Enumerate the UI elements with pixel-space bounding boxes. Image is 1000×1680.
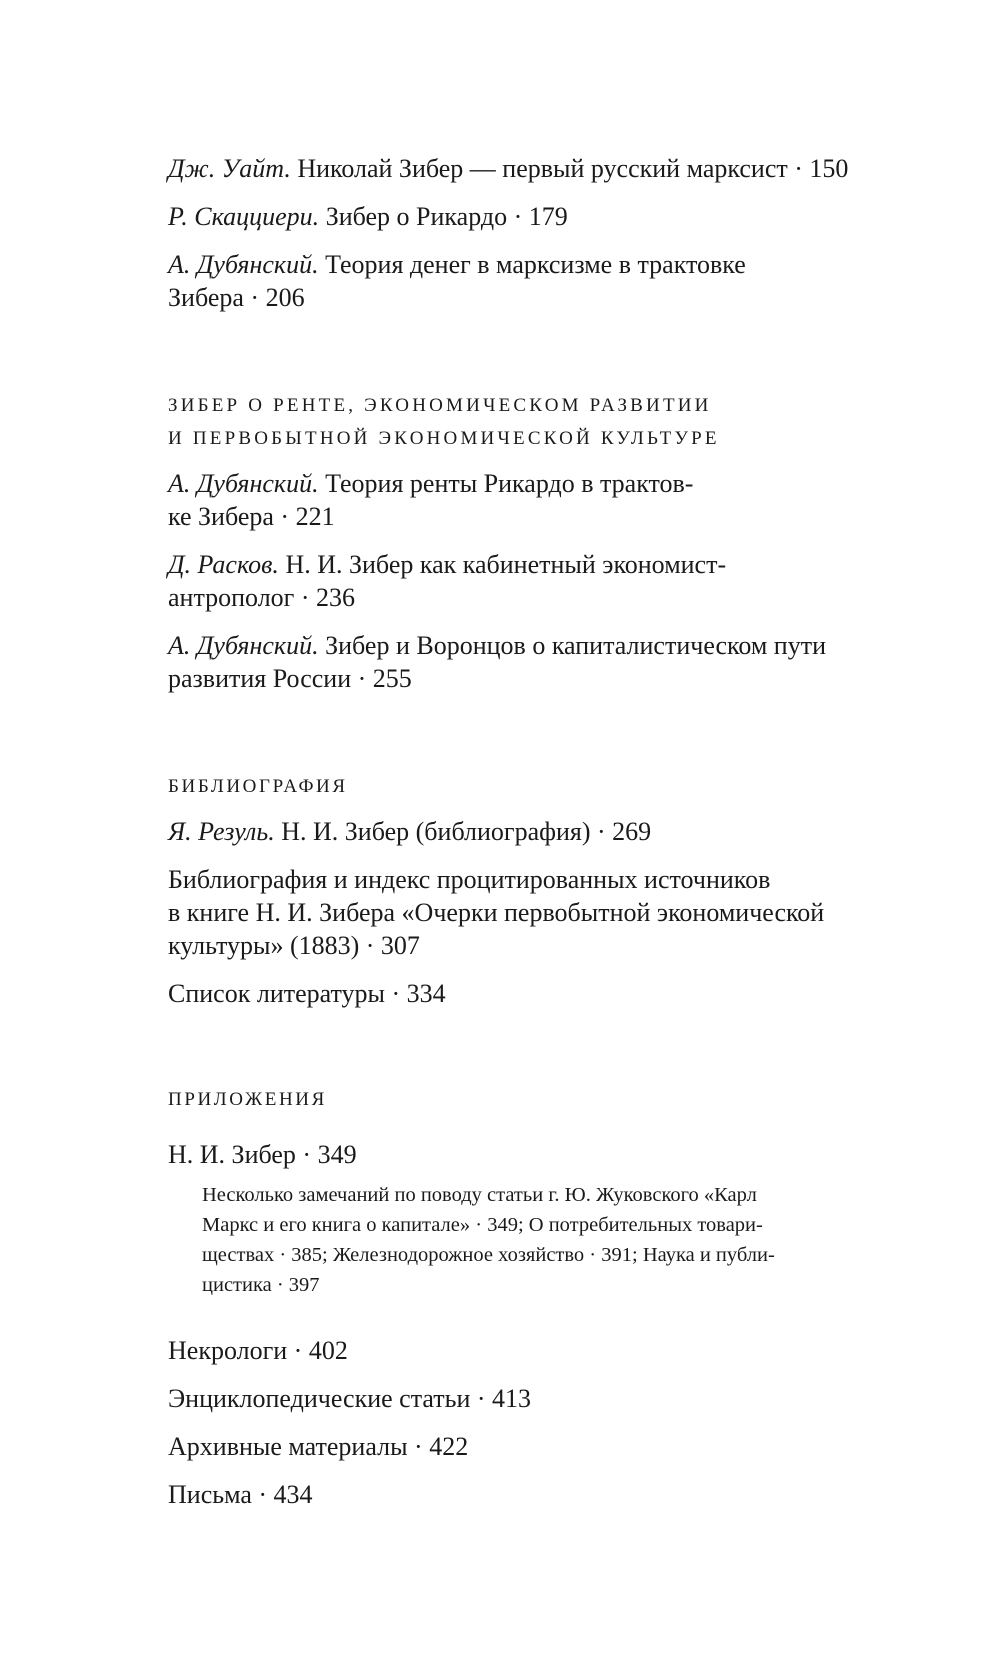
entry-title-cont: ке Зибера · 221 [168, 502, 335, 531]
entry-title: Письма · 434 [168, 1480, 313, 1509]
entry-author: Д. Расков. [168, 550, 279, 579]
entry-title-cont: культуры» (1883) · 307 [168, 931, 420, 960]
toc-entry-dubyansky-rent [168, 467, 908, 533]
toc-entry-encyclopedia [168, 1382, 908, 1415]
toc-entry-letters [168, 1478, 908, 1511]
toc-entry-sieber-works [168, 1138, 908, 1171]
toc-entry-dubyansky-vorontsov [168, 629, 908, 695]
section-heading: ПРИЛОЖЕНИЯ [168, 1089, 327, 1110]
entry-author: А. Дубянский. [168, 631, 319, 660]
toc-entry-obituaries [168, 1334, 908, 1367]
entry-title: Зибер и Воронцов о капиталистическом пути [318, 631, 826, 660]
entry-title: Теория денег в марксизме в трактовке [318, 250, 746, 279]
sub-entry-line: цистика · 397 [202, 1274, 320, 1296]
toc-section-appendices [168, 1083, 908, 1511]
entry-title-cont: развития России · 255 [168, 664, 412, 693]
entry-title: Зибер о Рикардо · 179 [319, 202, 568, 231]
section-heading-line: ЗИБЕР О РЕНТЕ, ЭКОНОМИЧЕСКОМ РАЗВИТИИ [168, 395, 712, 416]
entry-title: Библиография и индекс процитированных источников [168, 865, 771, 894]
entry-author: Я. Резуль. [168, 817, 275, 846]
entry-author: Дж. Уайт. [168, 154, 291, 183]
toc-entry-bibliography-index [168, 863, 908, 962]
entry-title: Н. И. Зибер (библиография) · 269 [274, 817, 652, 846]
entry-title: Николай Зибер — первый русский марксист · 150 [290, 154, 849, 183]
entry-author: Р. Скацциери. [168, 202, 320, 231]
toc-section-continuation [168, 152, 908, 314]
toc-entry-archives [168, 1430, 908, 1463]
entry-title: Некрологи · 402 [168, 1336, 348, 1365]
entry-title-cont: антрополог · 236 [168, 583, 356, 612]
entry-title-cont: Зибера · 206 [168, 283, 305, 312]
entry-title: Теория ренты Рикардо в трактов- [318, 469, 694, 498]
sub-entry-line: Маркс и его книга о капитале» · 349; О потребительных товари- [202, 1214, 763, 1236]
entry-title: Н. И. Зибер · 349 [168, 1140, 357, 1169]
entry-title: Энциклопедические статьи · 413 [168, 1384, 532, 1413]
section-heading: БИБЛИОГРАФИЯ [168, 776, 348, 797]
toc-entry-dubyansky-money [168, 248, 908, 314]
toc-section-bibliography [168, 770, 908, 1010]
toc-entry-raskov [168, 548, 908, 614]
section-heading-line: И ПЕРВОБЫТНОЙ ЭКОНОМИЧЕСКОЙ КУЛЬТУРЕ [168, 428, 720, 449]
toc-entry-rezul [168, 815, 908, 848]
toc-entry-white [168, 152, 908, 185]
entry-author: А. Дубянский. [168, 469, 319, 498]
entry-title: Архивные материалы · 422 [168, 1432, 469, 1461]
sub-entry-line: Несколько замечаний по поводу статьи г. Ю. Жуковского «Карл [202, 1184, 757, 1206]
entry-title-cont: в книге Н. И. Зибера «Очерки первобытной экономической [168, 898, 825, 927]
entry-title: Н. И. Зибер как кабинетный экономист- [278, 550, 727, 579]
toc-sub-entries [202, 1180, 908, 1300]
section-heading [168, 389, 908, 455]
table-of-contents [168, 152, 908, 1526]
entry-author: А. Дубянский. [168, 250, 319, 279]
sub-entry-line: ществах · 385; Железнодорожное хозяйство · 391; Наука и публи- [202, 1244, 775, 1266]
toc-entry-references [168, 977, 908, 1010]
toc-section-rent [168, 389, 908, 695]
entry-title: Список литературы · 334 [168, 979, 446, 1008]
toc-entry-scazzieri [168, 200, 908, 233]
